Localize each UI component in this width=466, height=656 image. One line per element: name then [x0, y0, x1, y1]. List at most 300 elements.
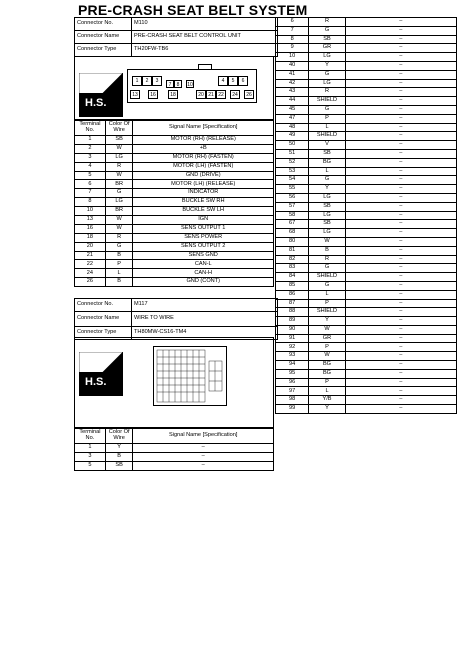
- signal-cell: –: [345, 352, 456, 361]
- signal-cell: –: [345, 299, 456, 308]
- color-cell: GR: [309, 44, 345, 53]
- terminal-cell: 87: [276, 299, 309, 308]
- connector2-no-value: M117: [132, 299, 278, 312]
- signal-cell: SENS OUTPUT 1: [133, 224, 274, 233]
- color-cell: G: [309, 26, 345, 35]
- table-row: [276, 123, 457, 132]
- color-cell: L: [309, 167, 345, 176]
- table-row: [276, 193, 457, 202]
- terminal-cell: 54: [276, 176, 309, 185]
- terminal-cell: 8: [276, 35, 309, 44]
- pin-13: 13: [130, 90, 140, 99]
- signal-cell: –: [345, 387, 456, 396]
- color-cell: SB: [105, 136, 133, 145]
- terminal-cell: 10: [75, 207, 106, 216]
- connector1-diagram: [74, 56, 274, 120]
- hs-label: H.S.: [85, 97, 107, 109]
- terminal-cell: 55: [276, 185, 309, 194]
- pin-1: 1: [132, 76, 142, 86]
- pin-24: 24: [230, 90, 240, 99]
- color-cell: W: [309, 352, 345, 361]
- terminal-cell: 91: [276, 334, 309, 343]
- table-row: [276, 35, 457, 44]
- color-cell: L: [309, 123, 345, 132]
- table-row: [75, 162, 274, 171]
- color-cell: W: [105, 224, 133, 233]
- color-cell: BG: [309, 369, 345, 378]
- color-cell: SHIELD: [309, 132, 345, 141]
- table-row: [75, 269, 274, 278]
- terminal-cell: 92: [276, 343, 309, 352]
- signal-cell: –: [345, 88, 456, 97]
- table-row: [75, 452, 274, 461]
- col-color: Color Of Wire: [105, 429, 133, 444]
- color-cell: BG: [309, 158, 345, 167]
- color-cell: R: [309, 255, 345, 264]
- color-cell: G: [105, 189, 133, 198]
- table-row: [276, 281, 457, 290]
- terminal-cell: 98: [276, 396, 309, 405]
- terminal-cell: 26: [75, 278, 106, 287]
- signal-cell: –: [345, 361, 456, 370]
- col-signal: Signal Name [Specification]: [133, 121, 274, 136]
- color-cell: LG: [309, 211, 345, 220]
- signal-cell: –: [345, 70, 456, 79]
- color-cell: G: [309, 70, 345, 79]
- table-row: [75, 144, 274, 153]
- table-row: [276, 387, 457, 396]
- table-row: [276, 44, 457, 53]
- terminal-cell: 86: [276, 290, 309, 299]
- signal-cell: GND (DRIVE): [133, 171, 274, 180]
- connector2-name-value: WIRE TO WIRE: [132, 312, 278, 327]
- harness-side-icon: [79, 352, 123, 396]
- table-row: [276, 53, 457, 62]
- connector2-continuation-table: [275, 17, 457, 414]
- table-row: [75, 189, 274, 198]
- connector2-type-value: TH80MW-CS16-TM4: [132, 327, 278, 340]
- table-row: [276, 369, 457, 378]
- table-row: [276, 18, 457, 27]
- color-cell: W: [105, 216, 133, 225]
- table-row: [75, 224, 274, 233]
- color-cell: G: [309, 176, 345, 185]
- color-cell: SB: [309, 35, 345, 44]
- connector2-diagram: [74, 337, 274, 428]
- signal-cell: CAN-H: [133, 269, 274, 278]
- signal-cell: –: [345, 290, 456, 299]
- color-cell: B: [105, 251, 133, 260]
- terminal-cell: 93: [276, 352, 309, 361]
- table-row: [75, 242, 274, 251]
- signal-cell: –: [345, 281, 456, 290]
- color-cell: G: [105, 242, 133, 251]
- terminal-cell: 40: [276, 61, 309, 70]
- terminal-cell: 10: [276, 53, 309, 62]
- terminal-cell: 85: [276, 281, 309, 290]
- signal-cell: –: [345, 264, 456, 273]
- color-cell: Y: [309, 405, 345, 414]
- color-cell: R: [105, 162, 133, 171]
- color-cell: B: [105, 278, 133, 287]
- signal-cell: BUCKLE SW RH: [133, 198, 274, 207]
- connector1-type-value: TH20FW-TB6: [132, 44, 278, 57]
- signal-cell: –: [345, 61, 456, 70]
- table-row: [276, 149, 457, 158]
- terminal-cell: 48: [276, 123, 309, 132]
- signal-cell: –: [345, 317, 456, 326]
- color-cell: W: [309, 325, 345, 334]
- table-row: [75, 216, 274, 225]
- table-row: [276, 334, 457, 343]
- connector2-face: [153, 346, 227, 406]
- terminal-cell: 97: [276, 387, 309, 396]
- connector2-header: [74, 298, 278, 340]
- terminal-cell: 56: [276, 193, 309, 202]
- pin-20: 20: [196, 90, 206, 99]
- table-row: [276, 167, 457, 176]
- table-row: [276, 105, 457, 114]
- color-cell: Y: [309, 185, 345, 194]
- terminal-cell: 51: [276, 149, 309, 158]
- color-cell: BG: [309, 361, 345, 370]
- connector1-latch: [198, 64, 212, 70]
- pin-2: 2: [142, 76, 152, 86]
- pin-16: 16: [148, 90, 158, 99]
- color-cell: Y: [309, 317, 345, 326]
- color-cell: G: [309, 281, 345, 290]
- terminal-cell: 3: [75, 153, 106, 162]
- signal-cell: –: [345, 149, 456, 158]
- terminal-cell: 52: [276, 158, 309, 167]
- table-row: [276, 396, 457, 405]
- color-cell: L: [309, 387, 345, 396]
- signal-cell: SENS POWER: [133, 233, 274, 242]
- signal-cell: –: [345, 18, 456, 27]
- signal-cell: –: [345, 378, 456, 387]
- terminal-cell: 44: [276, 97, 309, 106]
- color-cell: SB: [309, 202, 345, 211]
- table-row: [75, 180, 274, 189]
- terminal-cell: 16: [75, 224, 106, 233]
- signal-cell: –: [345, 246, 456, 255]
- signal-cell: –: [345, 35, 456, 44]
- table-row: [75, 251, 274, 260]
- connector2-name-label: Connector Name: [75, 312, 132, 327]
- table-row: [276, 70, 457, 79]
- terminal-cell: 82: [276, 255, 309, 264]
- table-row: [276, 299, 457, 308]
- table-row: [276, 79, 457, 88]
- connector1-name-label: Connector Name: [75, 31, 132, 44]
- color-cell: LG: [105, 153, 133, 162]
- col-signal: Signal Name [Specification]: [133, 429, 274, 444]
- table-row: [75, 278, 274, 287]
- signal-cell: –: [345, 325, 456, 334]
- table-row: [75, 461, 274, 470]
- color-cell: P: [105, 260, 133, 269]
- signal-cell: –: [345, 273, 456, 282]
- color-cell: R: [105, 233, 133, 242]
- table-row: [276, 290, 457, 299]
- pin-26: 26: [244, 90, 254, 99]
- terminal-cell: 6: [75, 180, 106, 189]
- table-row: [276, 378, 457, 387]
- table-row: [276, 273, 457, 282]
- signal-cell: SENS GND: [133, 251, 274, 260]
- signal-cell: –: [345, 114, 456, 123]
- color-cell: B: [105, 452, 133, 461]
- color-cell: SHIELD: [309, 273, 345, 282]
- pin-10: 10: [187, 82, 193, 88]
- terminal-cell: 50: [276, 141, 309, 150]
- color-cell: SB: [309, 220, 345, 229]
- terminal-cell: 84: [276, 273, 309, 282]
- hs-label: H.S.: [85, 376, 107, 388]
- signal-cell: –: [345, 26, 456, 35]
- table-row: [276, 141, 457, 150]
- terminal-cell: 6: [276, 18, 309, 27]
- color-cell: Y/B: [309, 396, 345, 405]
- table-row: [276, 88, 457, 97]
- table-row: [276, 132, 457, 141]
- table-row: [276, 211, 457, 220]
- table-row: [276, 26, 457, 35]
- harness-side-icon: [79, 73, 123, 117]
- color-cell: R: [309, 18, 345, 27]
- connector2-pin-table: [74, 428, 274, 471]
- table-row: [276, 220, 457, 229]
- terminal-cell: 96: [276, 378, 309, 387]
- signal-cell: IGN: [133, 216, 274, 225]
- terminal-cell: 5: [75, 461, 106, 470]
- color-cell: P: [309, 378, 345, 387]
- terminal-cell: 9: [276, 44, 309, 53]
- signal-cell: –: [345, 97, 456, 106]
- terminal-cell: 88: [276, 308, 309, 317]
- signal-cell: MOTOR (RH) (FASTEN): [133, 153, 274, 162]
- col-terminal: Terminal No.: [75, 429, 106, 444]
- signal-cell: –: [345, 158, 456, 167]
- terminal-cell: 99: [276, 405, 309, 414]
- terminal-cell: 5: [75, 171, 106, 180]
- connector2-type-label: Connector Type: [75, 327, 132, 340]
- terminal-cell: 94: [276, 361, 309, 370]
- terminal-cell: 21: [75, 251, 106, 260]
- terminal-cell: 80: [276, 237, 309, 246]
- signal-cell: CAN-L: [133, 260, 274, 269]
- signal-cell: –: [133, 452, 274, 461]
- signal-cell: GND (CONT): [133, 278, 274, 287]
- terminal-cell: 3: [75, 452, 106, 461]
- terminal-cell: 42: [276, 79, 309, 88]
- table-row: [276, 185, 457, 194]
- table-row: [276, 255, 457, 264]
- signal-cell: –: [345, 220, 456, 229]
- table-row: [75, 171, 274, 180]
- connector2-grid: [154, 347, 226, 405]
- color-cell: SB: [105, 461, 133, 470]
- signal-cell: +B: [133, 144, 274, 153]
- color-cell: Y: [309, 61, 345, 70]
- signal-cell: –: [345, 237, 456, 246]
- signal-cell: –: [133, 444, 274, 453]
- col-color: Color Of Wire: [105, 121, 133, 136]
- signal-cell: MOTOR (RH) (RELEASE): [133, 136, 274, 145]
- color-cell: W: [105, 171, 133, 180]
- pin-8: 8: [174, 80, 182, 88]
- signal-cell: BUCKLE SW LH: [133, 207, 274, 216]
- connector1-name-value: PRE-CRASH SEAT BELT CONTROL UNIT: [132, 31, 278, 44]
- table-row: [75, 198, 274, 207]
- connector1-face: [127, 69, 257, 103]
- signal-cell: –: [345, 255, 456, 264]
- color-cell: SHIELD: [309, 308, 345, 317]
- signal-cell: –: [345, 334, 456, 343]
- table-row: [75, 444, 274, 453]
- color-cell: BR: [105, 207, 133, 216]
- color-cell: P: [309, 114, 345, 123]
- color-cell: P: [309, 343, 345, 352]
- table-row: [276, 229, 457, 238]
- signal-cell: –: [345, 308, 456, 317]
- pin-4: 4: [218, 76, 228, 86]
- signal-cell: –: [345, 211, 456, 220]
- color-cell: L: [309, 290, 345, 299]
- table-row: [75, 153, 274, 162]
- color-cell: L: [105, 269, 133, 278]
- table-row: [276, 317, 457, 326]
- signal-cell: –: [345, 405, 456, 414]
- pin-3: 3: [152, 76, 162, 86]
- signal-cell: MOTOR (LH) (FASTEN): [133, 162, 274, 171]
- terminal-cell: 18: [75, 233, 106, 242]
- signal-cell: –: [345, 343, 456, 352]
- table-row: [276, 343, 457, 352]
- terminal-cell: 1: [75, 444, 106, 453]
- table-row: [276, 158, 457, 167]
- signal-cell: –: [345, 229, 456, 238]
- page-title: PRE-CRASH SEAT BELT SYSTEM: [78, 2, 308, 18]
- signal-cell: –: [345, 167, 456, 176]
- color-cell: LG: [309, 193, 345, 202]
- terminal-cell: 89: [276, 317, 309, 326]
- table-row: [276, 61, 457, 70]
- connector1-rows: [75, 136, 274, 287]
- color-cell: BR: [105, 180, 133, 189]
- terminal-cell: 90: [276, 325, 309, 334]
- pin-22: 22: [216, 90, 226, 99]
- signal-cell: MOTOR (LH) (RELEASE): [133, 180, 274, 189]
- color-cell: LG: [309, 79, 345, 88]
- terminal-cell: 13: [75, 216, 106, 225]
- terminal-cell: 43: [276, 88, 309, 97]
- color-cell: G: [309, 105, 345, 114]
- signal-cell: INDICATOR: [133, 189, 274, 198]
- pin-18: 18: [168, 90, 178, 99]
- terminal-cell: 83: [276, 264, 309, 273]
- terminal-cell: 20: [75, 242, 106, 251]
- signal-cell: –: [133, 461, 274, 470]
- terminal-cell: 2: [75, 144, 106, 153]
- table-row: [276, 325, 457, 334]
- terminal-cell: 68: [276, 229, 309, 238]
- terminal-cell: 95: [276, 369, 309, 378]
- terminal-cell: 49: [276, 132, 309, 141]
- signal-cell: –: [345, 44, 456, 53]
- color-cell: LG: [105, 198, 133, 207]
- signal-cell: –: [345, 79, 456, 88]
- color-cell: SB: [309, 149, 345, 158]
- signal-cell: –: [345, 202, 456, 211]
- signal-cell: –: [345, 176, 456, 185]
- table-row: [276, 202, 457, 211]
- signal-cell: –: [345, 369, 456, 378]
- terminal-cell: 4: [75, 162, 106, 171]
- table-row: [276, 361, 457, 370]
- signal-cell: –: [345, 53, 456, 62]
- continuation-rows: [276, 18, 457, 414]
- color-cell: W: [105, 144, 133, 153]
- terminal-cell: 47: [276, 114, 309, 123]
- connector2-no-label: Connector No.: [75, 299, 132, 312]
- color-cell: V: [309, 141, 345, 150]
- signal-cell: –: [345, 185, 456, 194]
- color-cell: W: [309, 237, 345, 246]
- table-row: [276, 405, 457, 414]
- signal-cell: –: [345, 193, 456, 202]
- terminal-cell: 53: [276, 167, 309, 176]
- table-row: [276, 308, 457, 317]
- table-row: [75, 260, 274, 269]
- terminal-cell: 81: [276, 246, 309, 255]
- color-cell: GR: [309, 334, 345, 343]
- signal-cell: –: [345, 123, 456, 132]
- pin-7: 7: [166, 80, 174, 88]
- terminal-cell: 7: [75, 189, 106, 198]
- color-cell: LG: [309, 53, 345, 62]
- pin-5: 5: [228, 76, 238, 86]
- color-cell: LG: [309, 229, 345, 238]
- terminal-cell: 41: [276, 70, 309, 79]
- connector1-type-label: Connector Type: [75, 44, 132, 57]
- terminal-cell: 67: [276, 220, 309, 229]
- signal-cell: –: [345, 105, 456, 114]
- table-row: [276, 176, 457, 185]
- connector2-rows: [75, 444, 274, 471]
- signal-cell: –: [345, 141, 456, 150]
- table-row: [276, 114, 457, 123]
- signal-cell: SENS OUTPUT 2: [133, 242, 274, 251]
- color-cell: SHIELD: [309, 97, 345, 106]
- table-row: [75, 136, 274, 145]
- terminal-cell: 7: [276, 26, 309, 35]
- terminal-cell: 45: [276, 105, 309, 114]
- pin-6: 6: [238, 76, 248, 86]
- signal-cell: –: [345, 396, 456, 405]
- signal-cell: –: [345, 132, 456, 141]
- table-row: [276, 237, 457, 246]
- table-row: [276, 246, 457, 255]
- color-cell: B: [309, 246, 345, 255]
- connector1-header: [74, 17, 278, 57]
- table-row: [276, 264, 457, 273]
- table-row: [276, 97, 457, 106]
- color-cell: Y: [105, 444, 133, 453]
- table-row: [75, 207, 274, 216]
- color-cell: R: [309, 88, 345, 97]
- terminal-cell: 57: [276, 202, 309, 211]
